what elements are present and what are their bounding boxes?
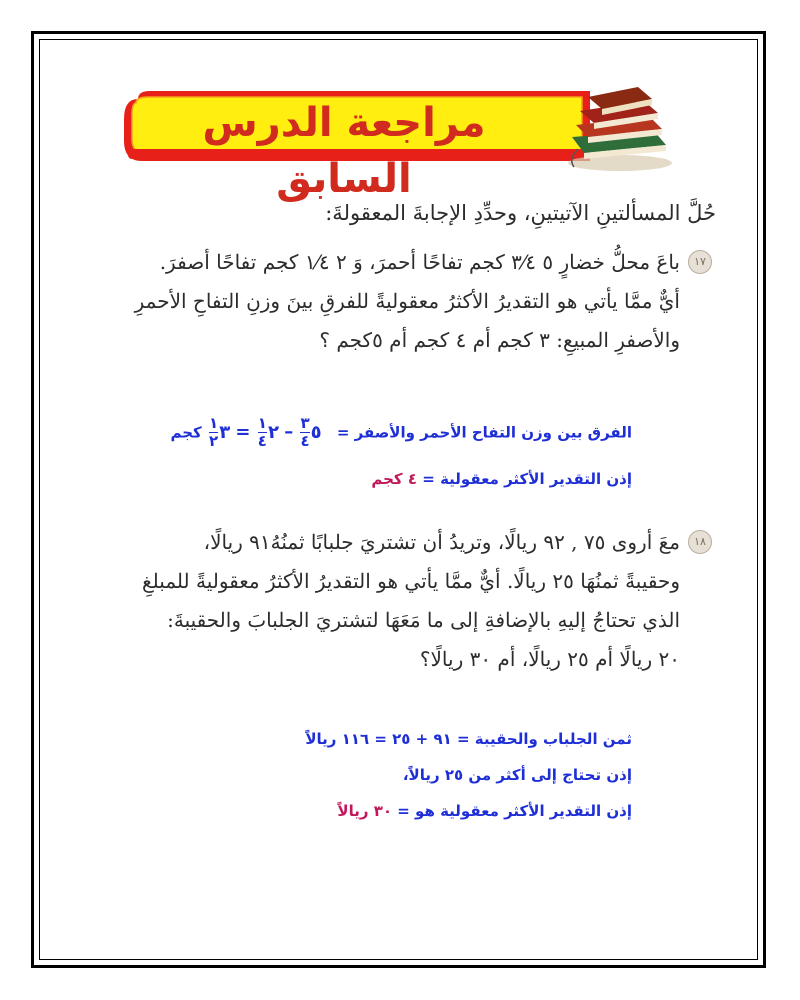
whole-part: ٢ (267, 421, 279, 443)
instructions-heading: حُلَّ المسألتينِ الآتيتينِ، وحدِّدِ الإجابةَ المعقولةَ: (325, 201, 716, 225)
numerator: ١ (257, 414, 267, 432)
denominator: ٤ (300, 432, 310, 450)
problem-line: أيٌّ ممَّا يأتي هو التقديرُ الأكثرُ معقوليةً للفرقِ بينَ وزنِ التفاحِ الأحمرِ (134, 289, 680, 313)
problem-line: معَ أروى ٧٥ , ٩٢ ريالًا، وتريدُ أن تشتريَ جلبابًا ثمنُهُ٩١ ريالًا، (203, 530, 680, 554)
conclusion-value: ٣٠ ريالاً (337, 802, 393, 820)
denominator: ٤ (257, 432, 267, 450)
whole-part: ٣ (219, 421, 231, 443)
conclusion-lead: إذن التقدير الأكثر معقولية = (422, 470, 632, 488)
unit: كجم (170, 423, 202, 442)
problem-18-text (80, 523, 680, 679)
fraction (300, 416, 309, 449)
conclusion-lead: إذن التقدير الأكثر معقولية هو = (397, 802, 632, 820)
numerator: ٣ (300, 414, 310, 432)
mixed-number (251, 414, 279, 450)
equals-sign: = (235, 421, 251, 443)
solution-18-line-3 (337, 802, 632, 820)
books-icon (558, 79, 676, 175)
problem-line: الذي تحتاجُ إليهِ بالإضافةِ إلى ما مَعَهَا لتشتريَ الجلبابَ والحقيبةَ: (167, 608, 680, 632)
problem-number-badge: ١٨ (688, 530, 712, 554)
problem-line: والأصفرِ المبيعِ: ٣ كجم أم ٤ كجم أم ٥كجم ؟ (319, 328, 680, 352)
fraction (258, 416, 267, 449)
mixed-number (202, 414, 231, 450)
solution-18-line-2: إذن تحتاج إلى أكثر من ٢٥ ريالاً، (402, 766, 632, 784)
problem-line: وحقيبةً ثمنُهَا ٢٥ ريالًا. أيٌّ ممَّا يأتي هو التقديرُ الأكثرُ معقوليةً للمبلغِ (142, 569, 680, 593)
numerator: ١ (209, 414, 219, 432)
problem-line: باعَ محلُّ خضارٍ ٥ ٣⁄٤ كجم تفاحًا أحمرَ، وَ ٢ ١⁄٤ كجم تفاحًا أصفرَ. (159, 250, 680, 274)
denominator: ٢ (209, 432, 219, 450)
whole-part: ٥ (310, 421, 322, 443)
solution-17-equation (170, 416, 632, 449)
solution-lead: الفرق بين وزن التفاح الأحمر والأصفر = (336, 423, 632, 442)
problem-line: ٢٠ ريالًا أم ٢٥ ريالًا، أم ٣٠ ريالًا؟ (419, 647, 680, 671)
minus-sign: – (284, 421, 294, 443)
conclusion-value: ٤ كجم (371, 470, 418, 488)
fraction (209, 416, 218, 449)
page-title: مراجعة الدرس السابق (202, 100, 486, 202)
mixed-number (293, 414, 322, 450)
solution-17-conclusion (371, 470, 632, 488)
problem-17-text (80, 243, 680, 360)
title-banner (120, 79, 676, 202)
problem-number-badge: ١٧ (688, 250, 712, 274)
solution-18-line-1: ثمن الجلباب والحقيبة = ٩١ + ٢٥ = ١١٦ ريالاً (305, 730, 632, 748)
